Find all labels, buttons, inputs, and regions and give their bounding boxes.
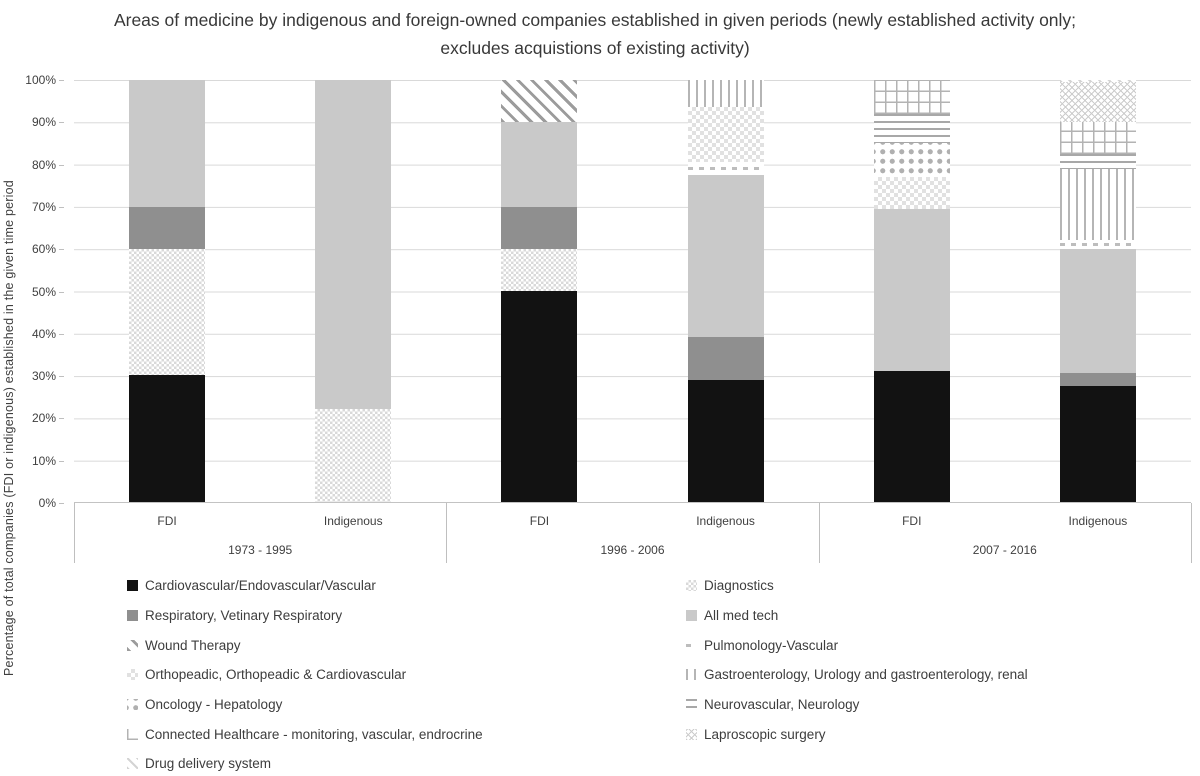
segment-laproscopic [1060,82,1136,122]
y-tick-mark [59,122,64,123]
horizontal-lines-swatch-icon [686,699,697,710]
y-tick-label-90: 90% [31,115,56,130]
bar-fdi-1973-1995 [129,80,205,502]
legend-label-neurovascular: Neurovascular, Neurology [704,697,860,713]
grid-swatch-icon [127,729,138,740]
legend-column-2 [686,571,1028,749]
y-tick-mark [59,418,64,419]
legend-label-all_med_tech: All med tech [704,608,779,624]
legend-item-oncology [127,690,483,720]
bar-indigenous-2007-2016 [1060,80,1136,502]
diagonal-stripe-swatch-icon [127,640,138,651]
segment-cardiovascular [1060,386,1136,502]
segment-connected_healthcare [874,80,950,114]
segment-diagnostics [501,249,577,291]
segment-wound_therapy [501,80,577,122]
segment-pulmonology [688,162,764,175]
legend-item-drug_delivery [127,749,483,776]
y-tick-mark [59,165,64,166]
y-tick-mark [59,207,64,208]
segment-cardiovascular [688,380,764,502]
segment-respiratory [688,337,764,379]
legend-label-wound_therapy: Wound Therapy [145,637,241,653]
segment-respiratory [501,207,577,249]
segment-all_med_tech [874,209,950,371]
legend-item-laproscopic [686,719,1028,749]
x-label-indigenous-1996-2006: Indigenous [696,514,755,528]
segment-connected_healthcare [1060,122,1136,154]
legend-item-cardiovascular [127,571,483,601]
segment-pulmonology [1060,240,1136,248]
legend-label-drug_delivery: Drug delivery system [145,756,272,772]
fine-checker-swatch-icon [686,580,697,591]
legend-item-orthopeadic [127,660,483,690]
legend-item-pulmonology [686,630,1028,660]
legend-item-respiratory [127,601,483,631]
bar-indigenous-1996-2006 [688,80,764,502]
segment-cardiovascular [874,371,950,502]
segment-cardiovascular [129,375,205,502]
y-tick-mark [59,376,64,377]
y-tick-label-50: 50% [31,284,56,299]
black-square-swatch-icon [127,580,138,591]
x-label-fdi-2007-2016: FDI [902,514,922,528]
legend-label-oncology: Oncology - Hepatology [145,697,283,713]
segment-respiratory [1060,373,1136,386]
segment-gastroenterology [1060,169,1136,241]
vertical-lines-swatch-icon [686,669,697,680]
dark-gray-square-swatch-icon [127,610,138,621]
coarse-checker-swatch-icon [127,669,138,680]
legend-item-wound_therapy [127,630,483,660]
dash-swatch-icon [686,640,697,651]
segment-all_med_tech [688,175,764,337]
segment-gastroenterology [688,80,764,107]
legend-item-diagnostics [686,571,1028,601]
segment-all_med_tech [315,80,391,409]
axis-group-separator [74,503,75,563]
y-tick-label-30: 30% [31,369,56,384]
legend-label-respiratory: Respiratory, Vetinary Respiratory [145,608,343,624]
plot-area [74,80,1191,503]
bar-fdi-1996-2006 [501,80,577,502]
y-tick-label-100: 100% [25,73,56,87]
x-label-fdi-1973-1995: FDI [157,514,177,528]
legend-label-gastroenterology: Gastroenterology, Urology and gastroenterology, renal [704,667,1028,683]
segment-orthopeadic [688,107,764,162]
x-label-indigenous-2007-2016: Indigenous [1068,514,1128,528]
bar-indigenous-1973-1995 [315,80,391,502]
legend-label-connected_healthcare: Connected Healthcare - monitoring, vascular, endrocrine [145,726,483,742]
axis-group-separator [1191,503,1192,563]
segment-respiratory [129,207,205,249]
segment-cardiovascular [501,291,577,502]
legend-item-connected_healthcare [127,719,483,749]
diamond-swatch-icon [127,699,138,710]
y-tick-mark [59,249,64,250]
axis-group-separator [819,503,820,563]
y-axis-tick-labels [18,73,64,510]
chart-title: Areas of medicine by indigenous and foreign-owned companies established in given periods (newly established activity only; excludes acquistions of existing activity) [113,10,1077,58]
legend-column-1 [127,571,483,776]
x-label-fdi-1996-2006: FDI [529,514,550,528]
legend-label-laproscopic: Laproscopic surgery [704,726,826,742]
y-tick-label-10: 10% [31,453,56,468]
legend-label-orthopeadic: Orthopeadic, Orthopeadic & Cardiovascular [145,667,407,683]
segment-all_med_tech [501,122,577,206]
legend-item-gastroenterology [686,660,1028,690]
segment-diagnostics [129,249,205,376]
segment-oncology [874,143,950,177]
segment-diagnostics [315,409,391,502]
y-tick-mark [59,461,64,462]
legend-label-cardiovascular: Cardiovascular/Endovascular/Vascular [145,578,376,594]
y-tick-label-80: 80% [31,157,56,172]
y-tick-label-0: 0% [38,496,56,510]
segment-all_med_tech [129,80,205,207]
y-tick-mark [59,334,64,335]
legend-item-neurovascular [686,690,1028,720]
crosshatch-swatch-icon [686,729,697,740]
y-tick-label-40: 40% [31,326,56,341]
light-diagonal-swatch-icon [127,758,138,769]
y-axis-title: Percentage of total companies (FDI or indigenous) established in the given time period [2,180,16,676]
period-label-1996-2006: 1996 - 2006 [600,543,665,557]
light-gray-square-swatch-icon [686,610,697,621]
y-tick-label-70: 70% [31,199,56,214]
y-tick-mark [59,503,64,504]
period-label-2007-2016: 2007 - 2016 [972,543,1037,557]
y-tick-mark [59,80,64,81]
legend-item-all_med_tech [686,601,1028,631]
bar-fdi-2007-2016 [874,80,950,502]
legend-label-diagnostics: Diagnostics [704,578,774,594]
segment-all_med_tech [1060,249,1136,373]
axis-group-separator [446,503,447,563]
legend-label-pulmonology: Pulmonology-Vascular [704,637,839,653]
x-label-indigenous-1973-1995: Indigenous [323,514,383,528]
segment-orthopeadic [874,177,950,209]
segment-neurovascular [874,114,950,144]
y-tick-label-20: 20% [31,411,56,426]
segment-neurovascular [1060,154,1136,169]
period-label-1973-1995: 1973 - 1995 [228,543,293,557]
x-axis [74,503,1191,564]
y-tick-label-60: 60% [31,242,56,257]
y-tick-mark [59,292,64,293]
